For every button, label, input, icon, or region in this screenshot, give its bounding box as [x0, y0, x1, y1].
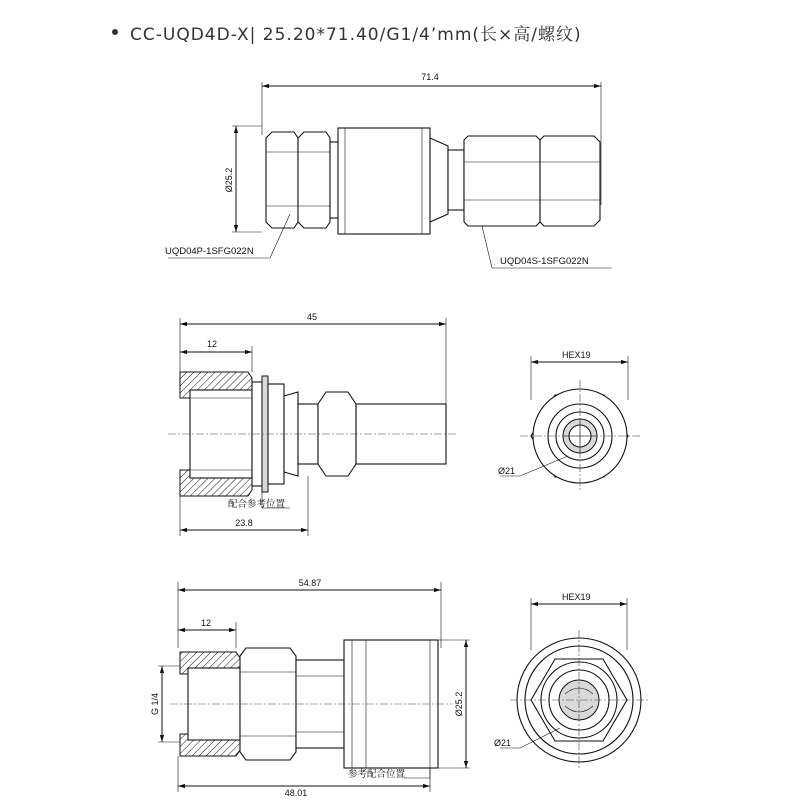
- dim-socket-mating-label: 48.01: [284, 788, 308, 798]
- socket-mating-ref: 参考配合位置: [348, 769, 406, 780]
- dim-plug-hex-label: HEX19: [562, 350, 591, 360]
- title-separator: |: [249, 24, 257, 45]
- model-code: CC-UQD4D-X: [130, 24, 250, 45]
- socket-part-number: UQD04S-1SFG022N: [500, 256, 589, 267]
- dim-socket-end-diameter: Ø21: [494, 738, 512, 748]
- dim-plug-length-label: 45: [306, 312, 318, 322]
- assembly-view: [165, 72, 612, 268]
- dim-socket-hex-label: HEX19: [562, 592, 591, 602]
- socket-section-view: [150, 578, 470, 798]
- plug-mating-ref: 配合参考位置: [228, 499, 286, 510]
- socket-collar: [330, 142, 338, 218]
- socket-taper: [430, 138, 448, 222]
- plug-hex-body: [298, 132, 330, 228]
- plug-end-view: [498, 350, 640, 492]
- dim-overall-length-label: 71.4: [421, 72, 439, 82]
- socket-hex-2: [540, 136, 600, 226]
- dim-plug-thread-label: 12: [206, 339, 218, 349]
- plug-hex-nut: [266, 132, 298, 228]
- dim-plug-mating-label: 23.8: [235, 518, 253, 528]
- dim-socket-diameter-label: Ø25.2: [454, 691, 464, 717]
- dim-diameter-label: Ø25.2: [224, 167, 234, 193]
- spec-dimensions: 25.20*71.40/G1/4’mm(长×高/螺纹): [262, 24, 582, 45]
- dim-socket-length-label: 54.87: [298, 578, 322, 588]
- socket-sleeve: [338, 128, 430, 234]
- dim-socket-thread-label: 12: [200, 618, 212, 628]
- socket-mating-leader: [404, 768, 430, 778]
- socket-end-view: [494, 592, 648, 770]
- dim-plug-end-diameter: Ø21: [498, 466, 516, 476]
- plug-section-view: [168, 312, 456, 536]
- socket-thread-label: G 1/4: [150, 692, 160, 716]
- socket-hex-1: [464, 136, 540, 226]
- plug-part-number: UQD04P-1SFG022N: [165, 246, 254, 257]
